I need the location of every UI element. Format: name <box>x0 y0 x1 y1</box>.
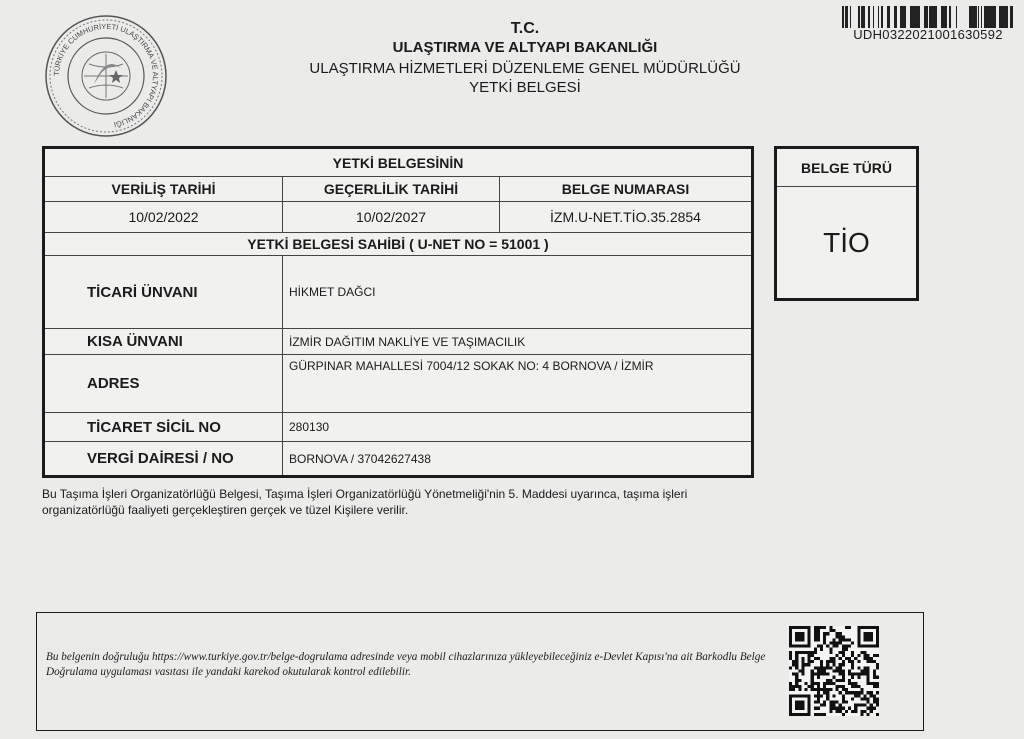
table-title-row <box>45 149 751 177</box>
table-row <box>45 355 751 413</box>
col-validity-date-header: GEÇERLİLİK TARİHİ <box>323 181 459 197</box>
trade-registry-label: TİCARET SİCİL NO <box>87 418 221 436</box>
address-value: GÜRPINAR MAHALLESİ 7004/12 SOKAK NO: 4 BORNOVA / İZMİR <box>289 359 654 373</box>
seal-text: TÜRKİYE CUMHURİYETİ ULAŞTIRMA VE ALTYAPI BAKANLIĞI <box>51 21 161 130</box>
header-directorate: ULAŞTIRMA HİZMETLERİ DÜZENLEME GENEL MÜDÜRLÜĞÜ <box>309 60 741 77</box>
short-name-label: KISA ÜNVANI <box>87 333 183 350</box>
verification-box <box>36 612 924 731</box>
trade-name-value: HİKMET DAĞCI <box>289 285 376 299</box>
validity-date-value: 10/02/2027 <box>355 209 427 225</box>
verification-text: Bu belgenin doğruluğu https://www.turkiye.gov.tr/belge-dogrulama adresinde veya mobil cihazlarınıza yükleyebileceğiniz e-Devlet Kapısı'na ait Barkodlu Belge Doğrulama uygulaması vasıtası ile yandaki karekod okutularak kontrol edilebilir. <box>46 651 766 678</box>
ministry-seal-icon <box>44 14 168 138</box>
col-doc-number-header: BELGE NUMARASI <box>561 181 690 197</box>
table-title: YETKİ BELGESİNİN <box>332 154 464 171</box>
header-tc: T.C. <box>510 20 540 37</box>
header-ministry: ULAŞTIRMA VE ALTYAPI BAKANLIĞI <box>392 39 658 56</box>
table-row <box>45 442 751 475</box>
issue-date-value: 10/02/2022 <box>128 209 199 225</box>
holder-title: YETKİ BELGESİ SAHİBİ ( U-NET NO = 51001 ) <box>247 236 549 252</box>
trade-registry-value: 280130 <box>289 420 330 434</box>
tax-office-value: BORNOVA / 37042627438 <box>289 451 431 466</box>
col-issue-date-header: VERİLİŞ TARİHİ <box>111 181 216 197</box>
table-row <box>45 256 751 329</box>
qr-code-icon <box>789 626 879 716</box>
document-type-box <box>774 146 919 301</box>
header-document-title: YETKİ BELGESİ <box>469 79 581 96</box>
document-type-title: BELGE TÜRÜ <box>777 149 916 187</box>
address-label: ADRES <box>87 375 140 392</box>
table-header-row <box>45 177 751 202</box>
barcode-icon <box>842 6 1014 28</box>
barcode-number: UDH0322021001630592 <box>853 27 1003 42</box>
table-dates-row <box>45 202 751 233</box>
tax-office-label: VERGİ DAİRESİ / NO <box>87 450 234 467</box>
authorization-table <box>42 146 754 478</box>
holder-title-row <box>45 233 751 256</box>
trade-name-label: TİCARİ ÜNVANI <box>87 283 198 301</box>
document-type-value: TİO <box>823 226 870 258</box>
doc-number-value: İZM.U-NET.TİO.35.2854 <box>550 209 701 225</box>
short-name-value: İZMİR DAĞITIM NAKLİYE VE TAŞIMACILIK <box>289 334 526 349</box>
table-row <box>45 413 751 442</box>
table-row <box>45 329 751 355</box>
legal-note: Bu Taşıma İşleri Organizatörlüğü Belgesi, Taşıma İşleri Organizatörlüğü Yönetmeliği'nin 5. Maddesi uyarınca, taşıma işleri organizatörlüğü faaliyeti gerçekleştiren gerçek ve tüzel Kişilere verilir. <box>42 487 688 517</box>
